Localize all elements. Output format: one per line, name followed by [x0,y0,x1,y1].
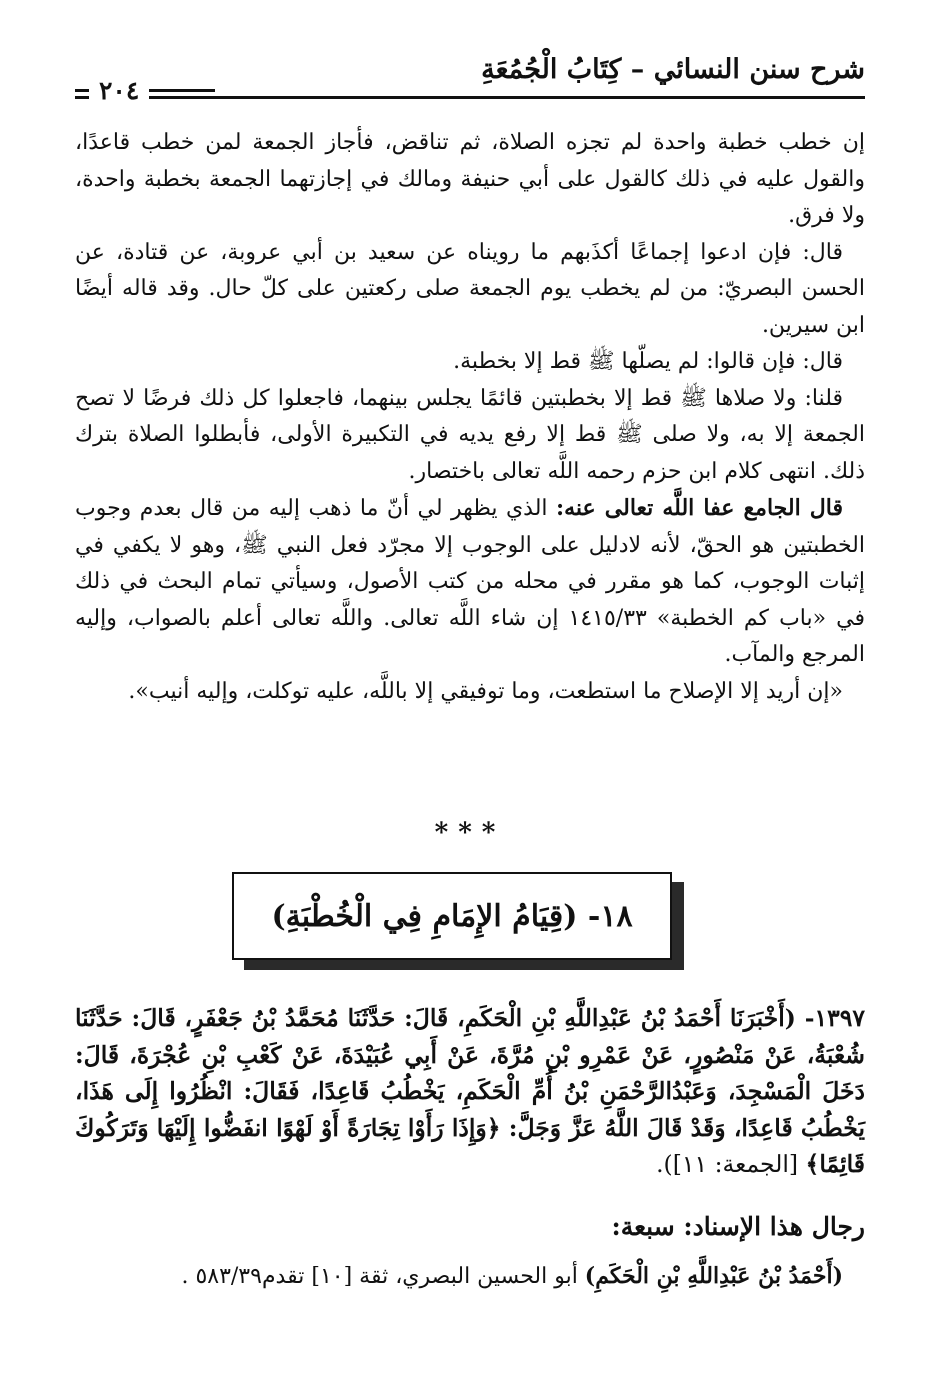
paragraph: قال: فإن ادعوا إجماعًا أكذَبهم ما رويناه عن سعيد بن أبي عروبة، عن قتادة، عن الحسن البصريّ: من لم يخطب يوم الجمعة صلى ركعتين على كلّ حال. وقد قاله أيضًا ابن سيرين. [75,239,865,338]
paragraph-text: الذي يظهر لي أنّ ما ذهب إليه من قال بعدم وجوب الخطبتين هو الحقّ، لأنه لادليل على الوجوب إلا مجرّد فعل النبي ﷺ، وهو لا يكفي في إثبات الوجوب، كما هو مقرر في محله من كتب الأصول، وسيأتي تمام البحث في ذلك في «باب كم الخطبة» ١٤١٥/٣٣ إن شاء اللَّه تعالى. واللَّه تعالى أعلم بالصواب، وإليه المرجع والمآب. [75,496,865,667]
paragraph: «إن أريد إلا الإصلاح ما استطعت، وما توفيقي إلا باللَّه، عليه توكلت، وإليه أنيب». [128,678,843,704]
hadith-body: (أَخْبَرَنَا أَحْمَدُ بْنُ عَبْدِاللَّهِ بْنِ الْحَكَمِ، قَالَ: حَدَّثَنَا مُحَمَّدُ بْنُ جَعْفَرٍ، قَالَ: حَدَّثَنَا شُعْبَةُ، عَنْ مَنْصُورٍ، عَنْ عَمْرِو بْنِ مُرَّةَ، عَنْ أَبِي عُبَيْدَةَ، عَنْ كَعْبِ بْنِ عُجْرَةَ، قَالَ: دَخَلَ الْمَسْجِدَ، وَعَبْدُالرَّحْمَنِ بْنُ أُمِّ الْحَكَمِ، يَخْطُبُ قَاعِدًا، فَقَالَ: انْظُرُوا إِلَى هَذَا، يَخْطُبُ قَاعِدًا، وَقَدْ قَالَ اللَّهُ عَزَّ وَجَلَّ: ﴿وَإِذَا رَأَوْا تِجَارَةً أَوْ لَهْوًا انفَضُّوا إِلَيْهَا وَتَرَكُوكَ قَائِمًا﴾ [75,1004,865,1178]
narrator-entry [75,1258,865,1295]
page-number: ٢٠٤ [89,76,149,105]
paragraph: قال: فإن قالوا: لم يصلّها ﷺ قط إلا بخطبة. [453,349,843,374]
commentary-body [75,125,865,710]
hadith-text [75,1000,865,1183]
narrators-heading: رجال هذا الإسناد: سبعة: [611,1212,865,1241]
chapter-title: ١٨- (قِيَامُ الإِمَامِ فِي الْخُطْبَةِ) [232,872,672,960]
page-number-block [75,76,215,110]
paragraph [75,490,865,674]
paragraph: قلنا: ولا صلاها ﷺ قط إلا بخطبتين قائمًا يجلس بينهما، فاجعلوا كل ذلك فرضًا لا تصح الجمعة إلا به، ولا صلى ﷺ قط إلا رفع يديه في التكبيرة الأولى، فأبطلوا الصلاة بترك ذلك. انتهى كلام ابن حزم رحمه اللَّه تعالى باختصار. [75,385,865,484]
running-title: شرح سنن النسائي – كِتَابُ الْجُمُعَةِ [481,54,865,85]
section-divider: *** [434,818,506,848]
hadith-number: ١٣٩٧- [804,1004,865,1032]
narrator-description: أبو الحسين البصري، ثقة [١٠] تقدم٥٨٣/٣٩ . [181,1264,585,1289]
page-header [75,52,865,110]
paragraph: إن خطب خطبة واحدة لم تجزه الصلاة، ثم تناقض، فأجاز الجمعة لمن خطب قاعدًا، والقول عليه في ذلك كالقول على أبي حنيفة ومالك في إجازتهما الجمعة بخطبة واحدة، ولا فرق. [75,130,865,228]
author-lead: قال الجامع عفا اللَّه تعالى عنه: [555,495,843,521]
chapter-heading-box [232,872,672,960]
narrator-name: (أَحْمَدُ بْنُ عَبْدِاللَّهِ بْنِ الْحَكَمِ) [584,1263,843,1289]
quran-reference: [الجمعة: ١١]). [656,1150,806,1178]
